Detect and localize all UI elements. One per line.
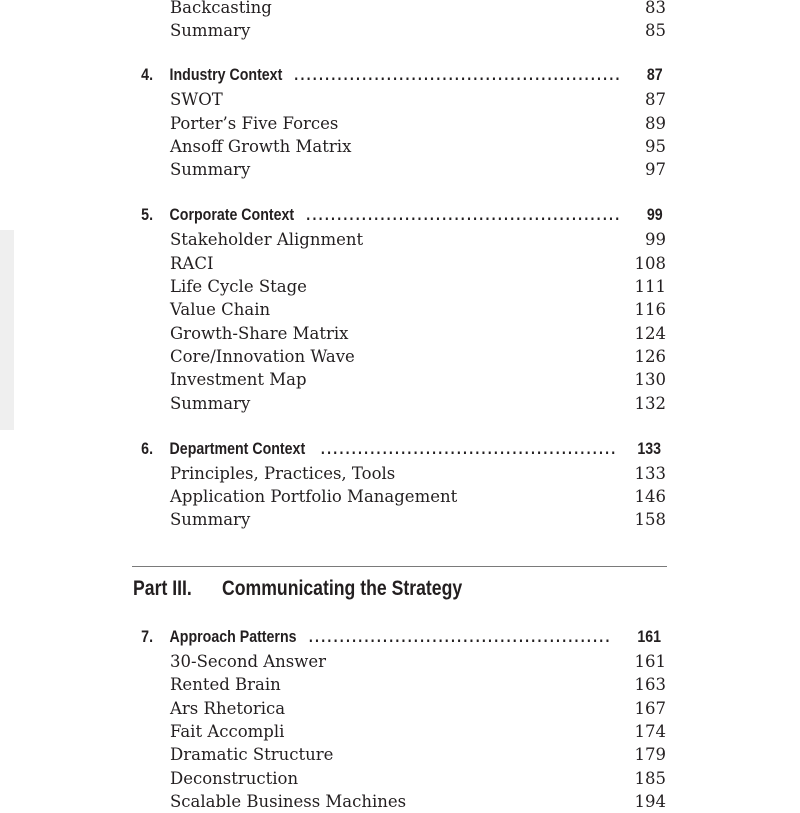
chapter-number: 4.: [141, 66, 154, 84]
toc-entry-title: Summary: [170, 160, 251, 179]
toc-entry-title: Stakeholder Alignment: [170, 230, 364, 249]
toc-entry-title: SWOT: [170, 90, 223, 109]
toc-entry: [170, 228, 670, 251]
toc-entry-title: Summary: [170, 510, 251, 529]
toc-entry-page: 161: [634, 652, 666, 671]
toc-entry: [170, 767, 670, 790]
toc-entry: [170, 462, 670, 485]
toc-entry-title: Fait Accompli: [170, 722, 285, 741]
toc-entry-cutoff: [170, 790, 670, 813]
toc-entry: [170, 298, 670, 321]
toc-entry-title: Life Cycle Stage: [170, 277, 307, 296]
chapter-number: 5.: [141, 206, 154, 224]
toc-entry: [170, 158, 670, 181]
toc-entry: [170, 275, 670, 298]
chapter-title: Industry Context: [169, 66, 283, 84]
chapter-heading: [130, 624, 662, 650]
toc-entry-page: 126: [634, 347, 666, 366]
toc-entry-page: 174: [634, 722, 666, 741]
chapter-heading: [130, 62, 663, 88]
chapter-title: Approach Patterns: [169, 628, 297, 646]
chapter-number: 6.: [141, 440, 154, 458]
toc-entry-title: Ansoff Growth Matrix: [170, 137, 352, 156]
part-divider: [132, 566, 667, 567]
toc-entry-title: Application Portfolio Management: [170, 487, 458, 506]
toc-entry-page: 132: [634, 394, 666, 413]
toc-entry-title: Backcasting: [170, 0, 272, 17]
toc-entry: [170, 0, 670, 19]
part-title: Communicating the Strategy: [222, 577, 463, 600]
toc-entry-title: Growth-Share Matrix: [170, 324, 349, 343]
toc-entry-title: Investment Map: [170, 370, 307, 389]
toc-entry-page: 158: [634, 510, 666, 529]
toc-entry: [170, 650, 670, 673]
toc-entry-page: 89: [645, 114, 666, 133]
chapter-page: 161: [637, 628, 662, 646]
toc-entry: [170, 743, 670, 766]
toc-entry: [170, 673, 670, 696]
toc-entry-title: Porter’s Five Forces: [170, 114, 339, 133]
toc-entry-page: 83: [645, 0, 666, 17]
toc-entry: [170, 485, 670, 508]
toc-entry-page: 108: [634, 254, 666, 273]
toc-entry-title: RACI: [170, 254, 214, 273]
leader-dots: .................................................: [308, 628, 612, 646]
toc-entry: [170, 368, 670, 391]
toc-entry-title: Core/Innovation Wave: [170, 347, 355, 366]
toc-entry: [170, 19, 670, 42]
chapter-page: 87: [646, 66, 663, 84]
toc-entry: [170, 88, 670, 111]
chapter-title: Department Context: [169, 440, 306, 458]
toc-entry-page: 130: [634, 370, 666, 389]
toc-entry: [170, 112, 670, 135]
toc-entry-title: Value Chain: [170, 300, 271, 319]
toc-entry: [170, 322, 670, 345]
toc-entry: [170, 508, 670, 531]
chapter-page: 99: [646, 206, 663, 224]
toc-entry-page: 116: [634, 300, 666, 319]
leader-dots: ................................................: [320, 440, 618, 458]
chapter-heading: [130, 436, 662, 462]
toc-entry-page: 124: [634, 324, 666, 343]
toc-entry: [170, 392, 670, 415]
leader-dots: ...................................................: [306, 206, 622, 224]
chapter-heading: [130, 202, 663, 228]
toc-entry-page: 95: [645, 137, 666, 156]
toc-entry-page: 185: [634, 769, 666, 788]
toc-entry: [170, 720, 670, 743]
toc-entry-page: 97: [645, 160, 666, 179]
toc-entry-page: 167: [634, 699, 666, 718]
toc-entry-title: Rented Brain: [170, 675, 281, 694]
toc-entry-page: 87: [645, 90, 666, 109]
toc-entry-page: 111: [634, 277, 666, 296]
toc-entry: [170, 697, 670, 720]
toc-entry-title: Dramatic Structure: [170, 745, 334, 764]
chapter-title: Corporate Context: [169, 206, 295, 224]
toc-entry-page: 85: [645, 21, 666, 40]
toc-entry: [170, 345, 670, 368]
toc-entry: [170, 252, 670, 275]
toc-entry-title: 30-Second Answer: [170, 652, 327, 671]
toc-entry-title: Scalable Business Machines: [170, 792, 407, 811]
toc-entry-title: Principles, Practices, Tools: [170, 464, 396, 483]
toc-entry-title: Deconstruction: [170, 769, 299, 788]
chapter-number: 7.: [141, 628, 154, 646]
toc-entry-page: 146: [634, 487, 666, 506]
toc-entry: [170, 135, 670, 158]
leader-dots: .....................................................: [294, 66, 622, 84]
toc-entry-page: 163: [634, 675, 666, 694]
toc-entry-title: Ars Rhetorica: [170, 699, 286, 718]
toc-entry-page: 194: [634, 792, 666, 811]
toc-entry-title: Summary: [170, 394, 251, 413]
page-edge-shadow: [0, 230, 14, 430]
toc-entry-page: 179: [634, 745, 666, 764]
toc-entry-page: 133: [634, 464, 666, 483]
toc-entry-page: 99: [645, 230, 666, 249]
chapter-page: 133: [637, 440, 662, 458]
part-label: Part III.: [133, 577, 192, 600]
toc-entry-title: Summary: [170, 21, 251, 40]
